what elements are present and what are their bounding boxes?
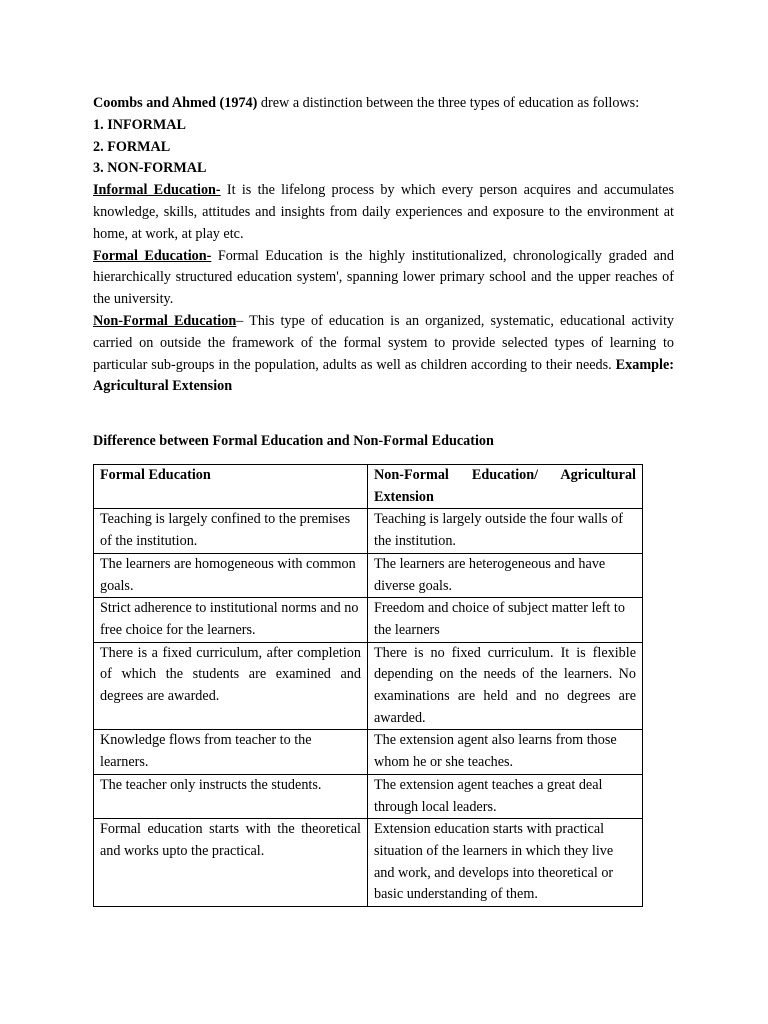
nonformal-definition xyxy=(93,311,674,398)
intro-author: Coombs and Ahmed (1974) xyxy=(93,95,258,111)
table-cell-formal: Formal education starts with the theoretical and works upto the practical. xyxy=(94,819,368,907)
intro-text: drew a distinction between the three types of education as follows: xyxy=(257,95,640,111)
formal-definition xyxy=(93,246,674,311)
body-text xyxy=(93,93,674,398)
table-cell-formal: There is a fixed curriculum, after completion of which the students are examined and degrees are awarded. xyxy=(94,642,368,730)
table-row xyxy=(94,642,643,730)
table-cell-nonformal: Freedom and choice of subject matter left to the learners xyxy=(368,598,643,642)
type-informal: 1. INFORMAL xyxy=(93,116,187,133)
table-cell-nonformal: The extension agent also learns from those whom he or she teaches. xyxy=(368,730,643,774)
table-row xyxy=(94,774,643,818)
table-cell-formal: Knowledge flows from teacher to the learners. xyxy=(94,730,368,774)
formal-term: Formal Education- xyxy=(93,247,212,264)
formal-text: Formal Education is the highly institutionalized, chronologically graded and hierarchically structured education system', spanning lower primary school and the upper reaches of the university. xyxy=(93,247,674,308)
table-cell-nonformal: The extension agent teaches a great deal through local leaders. xyxy=(368,774,643,818)
table-cell-nonformal: The learners are heterogeneous and have diverse goals. xyxy=(368,553,643,597)
table-cell-formal: The teacher only instructs the students. xyxy=(94,774,368,818)
header-nonformal: Non-Formal Education/ Agricultural Extension xyxy=(368,465,643,509)
nonformal-term: Non-Formal Education xyxy=(93,312,237,329)
table-row xyxy=(94,819,643,907)
type-formal: 2. FORMAL xyxy=(93,138,171,155)
table-row xyxy=(94,509,643,553)
informal-text: It is the lifelong process by which every person acquires and accumulates knowledge, skills, attitudes and insights from daily experiences and exposure to the environment at home, at work, at play etc. xyxy=(93,182,674,242)
table-cell-nonformal: Extension education starts with practical situation of the learners in which they live and work, and develops into theoretical or basic understanding of them. xyxy=(368,819,643,907)
table-cell-nonformal: Teaching is largely outside the four walls of the institution. xyxy=(368,509,643,553)
table-header-row xyxy=(94,465,643,509)
table-row xyxy=(94,553,643,597)
nonformal-text: – This type of education is an organized, systematic, educational activity carried on outside the framework of the formal system to provide selected types of learning to particular sub-groups in the population, adults as well as children according to their needs. xyxy=(93,312,675,373)
table-cell-formal: Strict adherence to institutional norms and no free choice for the learners. xyxy=(94,598,368,642)
comparison-table xyxy=(93,464,643,907)
nonformal-example: Example: Agricultural Extension xyxy=(93,356,674,395)
informal-definition xyxy=(93,180,674,245)
intro-paragraph xyxy=(93,93,674,115)
header-formal: Formal Education xyxy=(94,465,368,509)
table-row xyxy=(94,730,643,774)
type-nonformal: 3. NON-FORMAL xyxy=(93,160,207,177)
table-row xyxy=(94,598,643,642)
table-cell-formal: Teaching is largely confined to the premises of the institution. xyxy=(94,509,368,553)
informal-term: Informal Education- xyxy=(93,182,221,199)
table-cell-nonformal: There is no fixed curriculum. It is flexible depending on the needs of the learners. No examinations are held and no degrees are awarded. xyxy=(368,642,643,730)
table-title: Difference between Formal Education and Non-Formal Education xyxy=(93,433,494,449)
table-cell-formal: The learners are homogeneous with common goals. xyxy=(94,553,368,597)
